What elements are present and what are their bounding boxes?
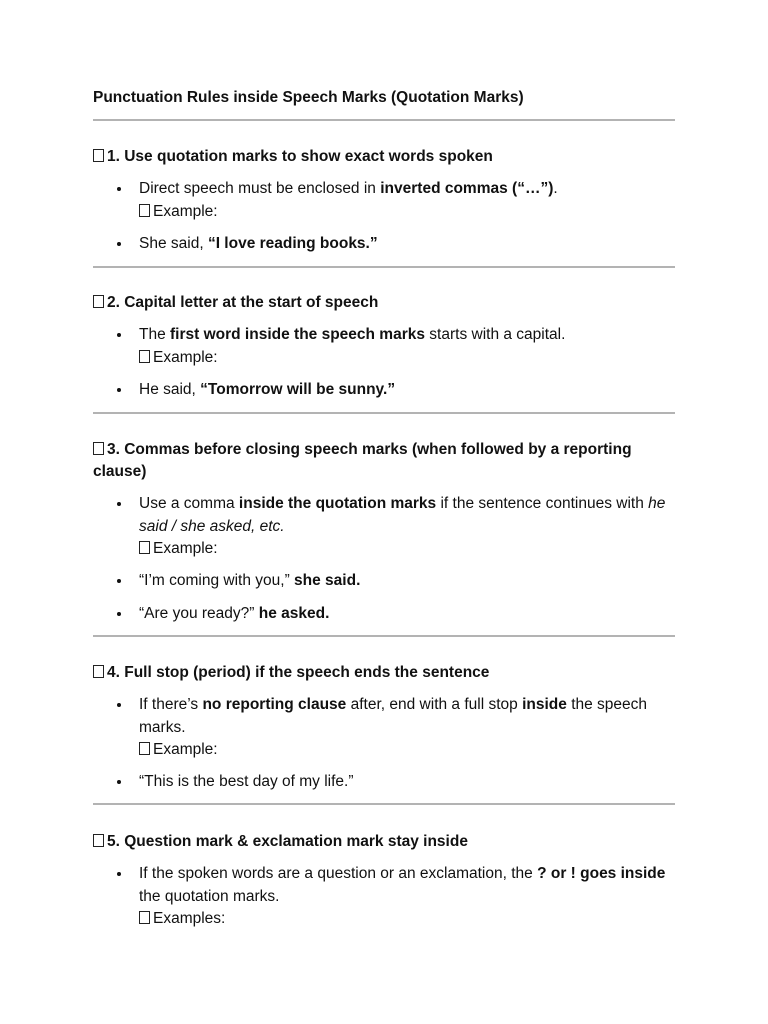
list-item: He said, “Tomorrow will be sunny.”	[139, 379, 675, 402]
section-divider	[93, 412, 675, 414]
section-heading: 1. Use quotation marks to show exact words spoken	[93, 146, 675, 168]
list-item: Direct speech must be enclosed in inverted commas (“…”). Example:	[139, 178, 675, 223]
list-item: Use a comma inside the quotation marks if the sentence continues with he said / she asked, etc. Example:	[139, 493, 675, 561]
page-title: Punctuation Rules inside Speech Marks (Quotation Marks)	[93, 89, 524, 106]
missing-glyph-icon	[93, 834, 104, 847]
list-item: “Are you ready?” he asked.	[139, 603, 675, 626]
list-item: She said, “I love reading books.”	[139, 233, 675, 256]
missing-glyph-icon	[139, 204, 150, 217]
section-heading: 3. Commas before closing speech marks (when followed by a reporting clause)	[93, 441, 632, 480]
section-heading: 4. Full stop (period) if the speech ends the sentence	[93, 662, 675, 684]
missing-glyph-icon	[139, 911, 150, 924]
section-divider	[93, 119, 675, 121]
section-divider	[93, 266, 675, 268]
missing-glyph-icon	[139, 350, 150, 363]
section-heading: 2. Capital letter at the start of speech	[93, 292, 675, 314]
missing-glyph-icon	[93, 665, 104, 678]
missing-glyph-icon	[93, 295, 104, 308]
missing-glyph-icon	[93, 442, 104, 455]
list-item: “I’m coming with you,” she said.	[139, 570, 675, 593]
list-item: If the spoken words are a question or an exclamation, the ? or ! goes inside the quotation marks. Examples:	[139, 863, 675, 931]
list-item: “This is the best day of my life.”	[139, 771, 675, 794]
list-item: The first word inside the speech marks starts with a capital. Example:	[139, 324, 675, 369]
missing-glyph-icon	[93, 149, 104, 162]
missing-glyph-icon	[139, 742, 150, 755]
section-divider	[93, 635, 675, 637]
list-item: If there’s no reporting clause after, end with a full stop inside the speech marks. Example:	[139, 694, 675, 762]
section-divider	[93, 803, 675, 805]
section-heading: 5. Question mark & exclamation mark stay inside	[93, 831, 675, 853]
missing-glyph-icon	[139, 541, 150, 554]
